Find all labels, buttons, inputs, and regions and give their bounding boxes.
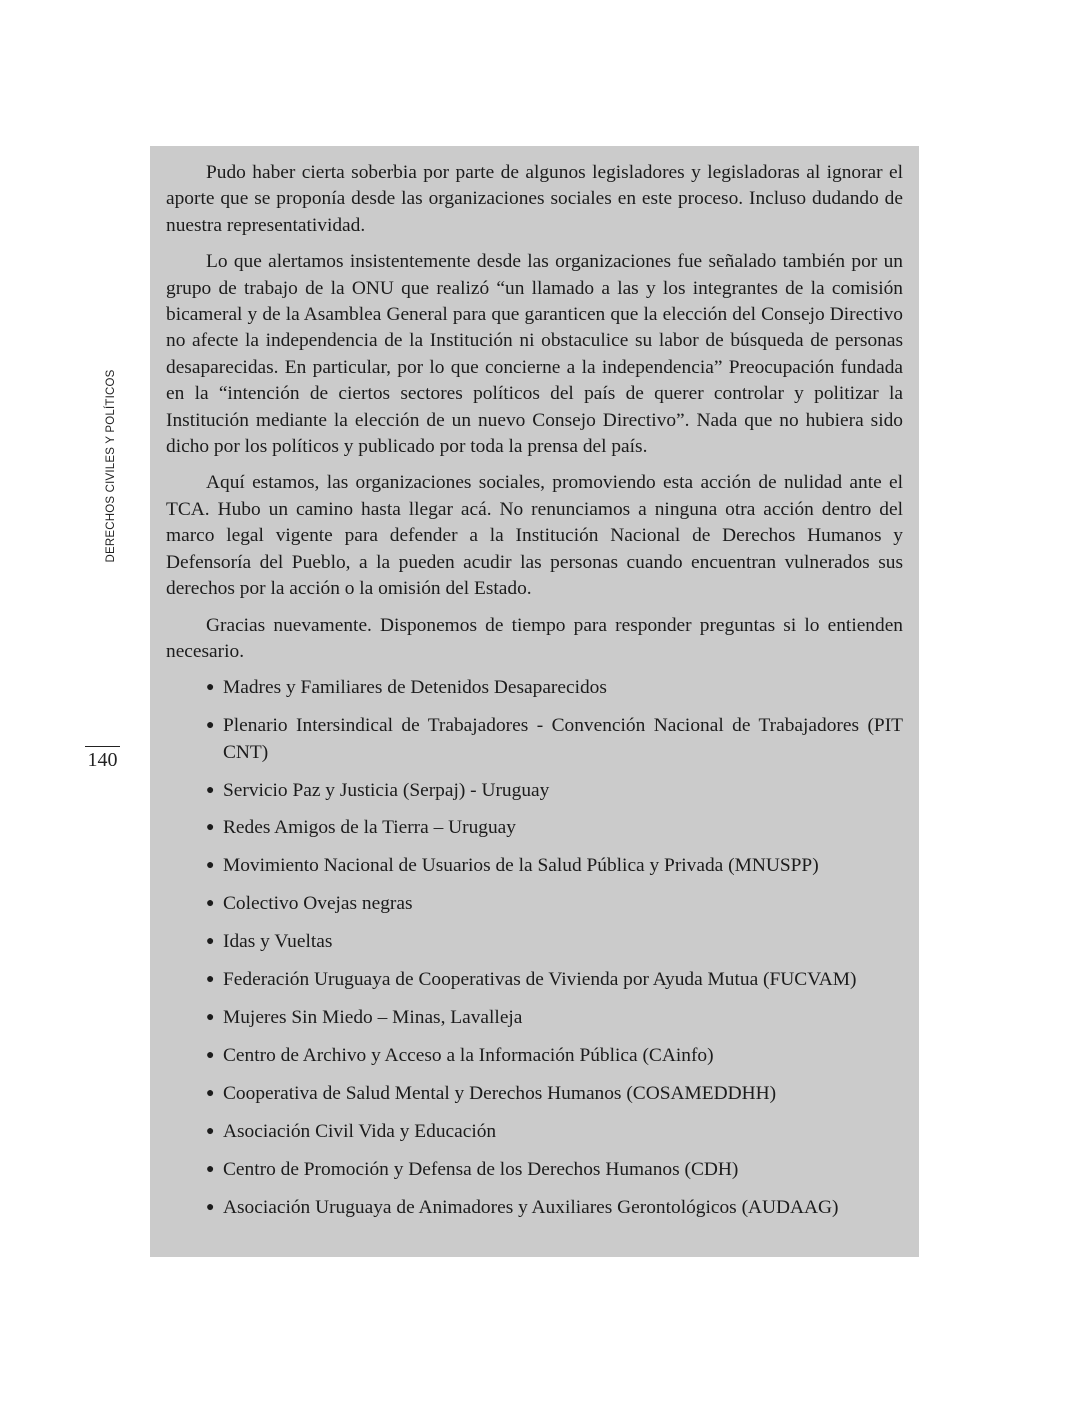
list-item	[166, 1195, 903, 1221]
list-item	[166, 929, 903, 955]
organizations-list	[166, 675, 903, 1221]
organization-name: Centro de Archivo y Acceso a la Información Pública (CAinfo)	[223, 1044, 714, 1066]
organization-name: Cooperativa de Salud Mental y Derechos Humanos (COSAMEDDHH)	[223, 1082, 777, 1104]
list-item	[166, 1157, 903, 1183]
list-item	[166, 713, 903, 766]
organization-name: Centro de Promoción y Defensa de los Derechos Humanos (CDH)	[223, 1158, 739, 1180]
bullet-icon: ●	[206, 782, 215, 798]
paragraph-4: Gracias nuevamente. Disponemos de tiempo para responder preguntas si lo entienden necesario.	[166, 614, 903, 662]
list-item	[166, 967, 903, 993]
organization-name: Madres y Familiares de Detenidos Desaparecidos	[223, 677, 607, 699]
bullet-icon: ●	[206, 1161, 215, 1177]
organization-name: Asociación Civil Vida y Educación	[223, 1120, 497, 1142]
bullet-icon: ●	[206, 1085, 215, 1101]
list-item	[166, 815, 903, 841]
organization-name: Idas y Vueltas	[223, 931, 333, 953]
bullet-icon: ●	[206, 934, 215, 950]
text-box	[150, 146, 919, 1257]
organization-name: Asociación Uruguaya de Animadores y Auxiliares Gerontológicos (AUDAAG)	[223, 1196, 839, 1218]
organization-name: Servicio Paz y Justicia (Serpaj) - Uruguay	[223, 779, 550, 801]
bullet-icon: ●	[206, 1123, 215, 1139]
bullet-icon: ●	[206, 896, 215, 912]
bullet-icon: ●	[206, 1047, 215, 1063]
bullet-icon: ●	[206, 820, 215, 836]
list-item	[166, 1005, 903, 1031]
bullet-icon: ●	[206, 1199, 215, 1215]
bullet-icon: ●	[206, 718, 215, 734]
running-header: DERECHOS CIVILES Y POLÍTICOS	[105, 369, 117, 563]
organization-name: Mujeres Sin Miedo – Minas, Lavalleja	[223, 1006, 523, 1028]
paragraph-2: Lo que alertamos insistentemente desde las organizaciones fue señalado también por un grupo de trabajo de la ONU que realizó “un llamado a las y los integrantes de la comisión bicameral y de la Asamblea General para que garanticen que la elección del Consejo Directivo no afecte la independencia de la Institución ni obstaculice su labor de búsqueda de personas desaparecidas. En particular, por lo que concierne a la independencia” Preocupación fundada en la “intención de ciertos sectores políticos del país de querer controlar y politizar la Institución mediante la elección de un nuevo Consejo Directivo”. Nada que no hubiera sido dicho por los políticos y publicado por toda la prensa del país.	[166, 251, 903, 458]
list-item	[166, 891, 903, 917]
bullet-icon: ●	[206, 680, 215, 696]
paragraph-1: Pudo haber cierta soberbia por parte de algunos legisladores y legisladoras al ignorar el aporte que se proponía desde las organizaciones sociales en este proceso. Incluso dudando de nuestra representatividad.	[166, 162, 903, 236]
bullet-icon: ●	[206, 858, 215, 874]
list-item	[166, 1081, 903, 1107]
organization-name: Plenario Intersindical de Trabajadores - Convención Nacional de Trabajadores (PIT CNT)	[223, 715, 903, 763]
bullet-icon: ●	[206, 1009, 215, 1025]
list-item	[166, 1119, 903, 1145]
list-item	[166, 1043, 903, 1069]
list-item	[166, 853, 903, 879]
organization-name: Federación Uruguaya de Cooperativas de Vivienda por Ayuda Mutua (FUCVAM)	[223, 969, 857, 991]
list-item	[166, 778, 903, 804]
organization-name: Colectivo Ovejas negras	[223, 893, 413, 915]
page-number: 140	[85, 746, 120, 772]
organization-name: Movimiento Nacional de Usuarios de la Salud Pública y Privada (MNUSPP)	[223, 855, 819, 877]
organization-name: Redes Amigos de la Tierra – Uruguay	[223, 817, 516, 839]
list-item	[166, 675, 903, 701]
paragraph-3: Aquí estamos, las organizaciones sociales, promoviendo esta acción de nulidad ante el TCA. Hubo un camino hasta llegar acá. No renunciamos a ninguna otra acción dentro del marco legal vigente para defender a la Institución Nacional de Derechos Humanos y Defensoría del Pueblo, a la pueden acudir las personas cuando encuentran vulnerados sus derechos por la acción o la omisión del Estado.	[166, 472, 903, 600]
bullet-icon: ●	[206, 972, 215, 988]
